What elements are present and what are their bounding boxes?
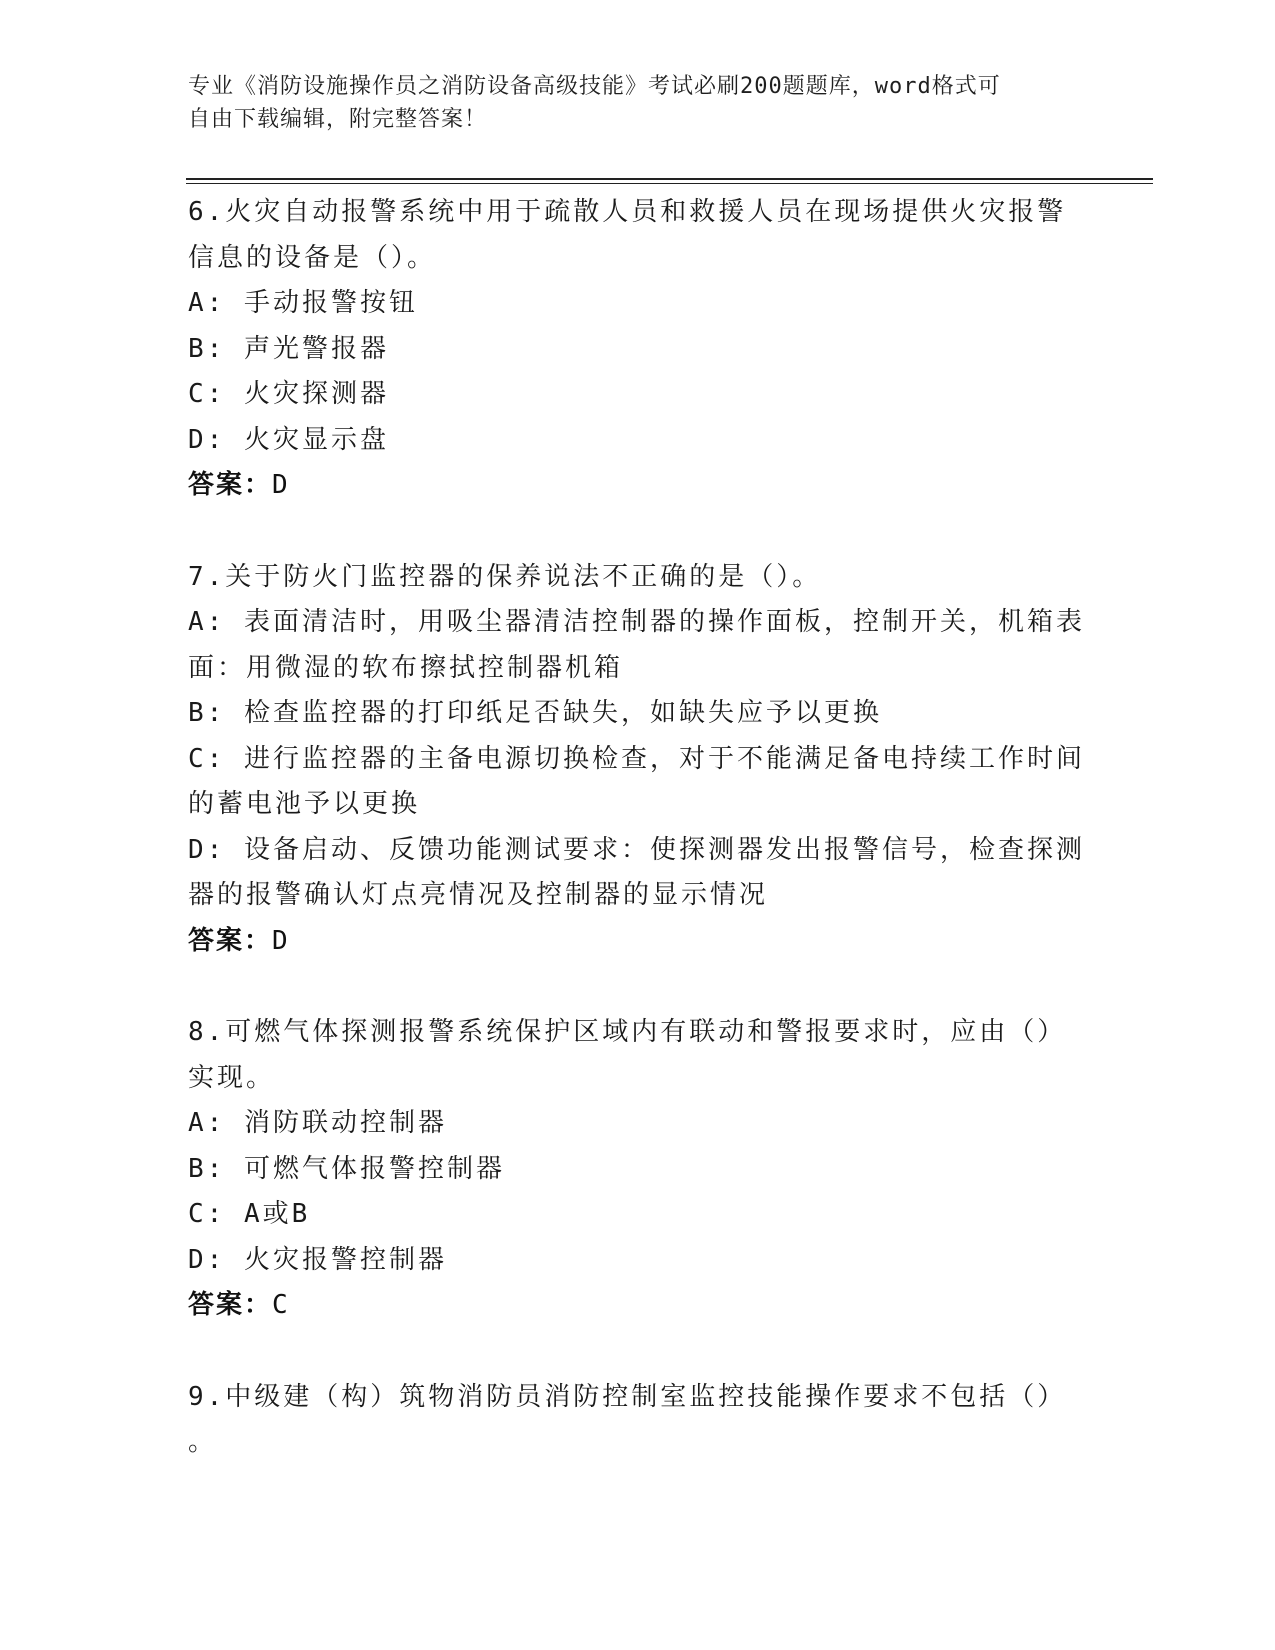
answer-value: D xyxy=(272,925,290,956)
question-stem-line: 7.关于防火门监控器的保养说法不正确的是（）。 xyxy=(188,561,822,592)
question-stem-line: 6.火灾自动报警系统中用于疏散人员和救援人员在现场提供火灾报警 xyxy=(188,197,1067,227)
question-block xyxy=(188,1375,1088,1466)
header-rule-thick xyxy=(186,178,1153,180)
question-block xyxy=(188,190,1088,509)
question-option-line: B: 检查监控器的打印纸足否缺失，如缺失应予以更换 xyxy=(188,698,882,728)
question-option-line: 的蓄电池予以更换 xyxy=(188,789,421,819)
answer-line xyxy=(188,919,1088,965)
answer-value: D xyxy=(272,470,290,500)
header-line-1: 专业《消防设施操作员之消防设备高级技能》考试必刷200题题库，word格式可 xyxy=(188,74,1001,99)
answer-value: C xyxy=(272,1290,290,1320)
question-option-line: B: 声光警报器 xyxy=(188,333,389,364)
header-rule-thin xyxy=(186,183,1153,184)
question-option-line: 面：用微湿的软布擦拭控制器机箱 xyxy=(188,652,624,683)
question-stem-line: 实现。 xyxy=(188,1062,276,1093)
question-stem-line: 9.中级建（构）筑物消防员消防控制室监控技能操作要求不包括（） xyxy=(188,1381,1067,1412)
question-stem-line: 8.可燃气体探测报警系统保护区域内有联动和警报要求时，应由（） xyxy=(188,1017,1067,1047)
question-list xyxy=(188,190,1088,1466)
question-option-line: C: A或B xyxy=(188,1199,311,1229)
question-option-line: D: 火灾显示盘 xyxy=(188,424,389,455)
question-stem-line: 。 xyxy=(188,1427,218,1457)
answer-label: 答案： xyxy=(188,1290,273,1320)
question-option-line: C: 火灾探测器 xyxy=(188,379,389,409)
question-option-line: 器的报警确认灯点亮情况及控制器的显示情况 xyxy=(188,880,769,910)
question-option-line: D: 设备启动、反馈功能测试要求：使探测器发出报警信号，检查探测 xyxy=(188,834,1085,865)
question-option-line: A: 消防联动控制器 xyxy=(188,1108,447,1138)
question-stem-line: 信息的设备是（）。 xyxy=(188,242,437,273)
answer-line xyxy=(188,1283,1088,1329)
question-block xyxy=(188,555,1088,965)
question-block xyxy=(188,1010,1088,1329)
answer-line xyxy=(188,463,1088,509)
header-line-2: 自由下载编辑，附完整答案！ xyxy=(188,107,488,132)
question-option-line: A: 手动报警按钮 xyxy=(188,288,418,318)
question-option-line: D: 火灾报警控制器 xyxy=(188,1244,447,1275)
answer-label: 答案： xyxy=(188,470,273,500)
question-option-line: C: 进行监控器的主备电源切换检查，对于不能满足备电持续工作时间 xyxy=(188,743,1085,774)
question-option-line: B: 可燃气体报警控制器 xyxy=(188,1153,505,1184)
question-option-line: A: 表面清洁时，用吸尘器清洁控制器的操作面板，控制开关，机箱表 xyxy=(188,607,1085,637)
answer-label: 答案： xyxy=(188,925,273,956)
document-header xyxy=(188,70,1068,136)
